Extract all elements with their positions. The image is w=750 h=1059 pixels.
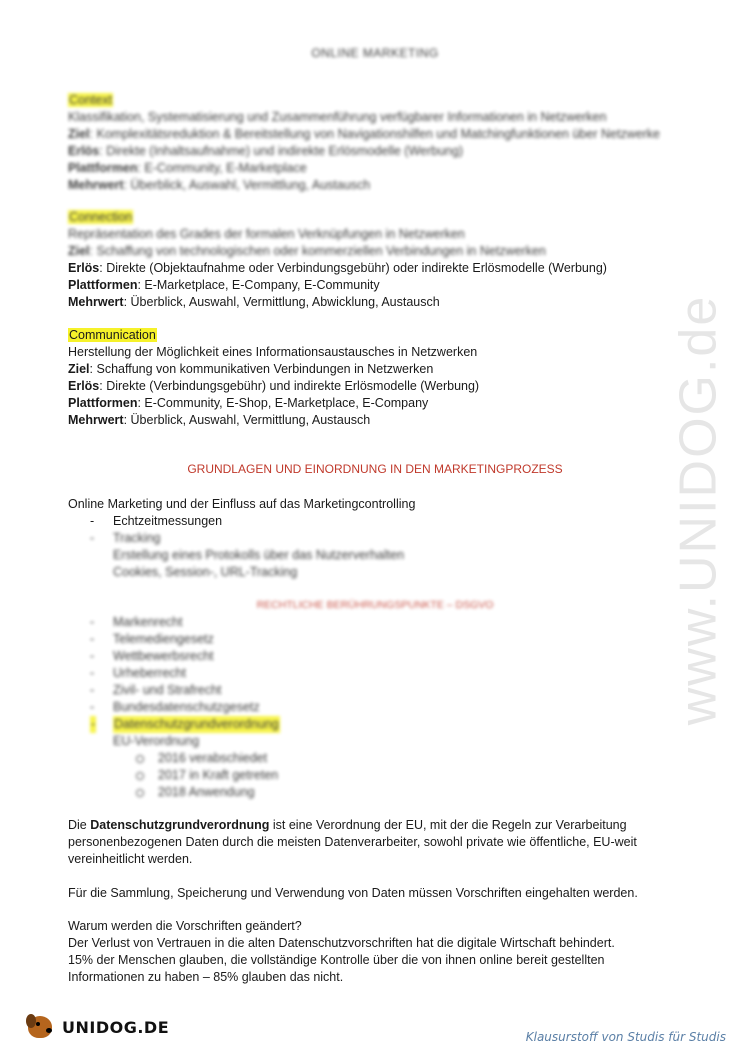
connection-plattformen: Plattformen: E-Marketplace, E-Company, E-Community <box>68 278 380 292</box>
list-subitem: 2017 in Kraft getreten <box>68 767 688 784</box>
list-item-highlighted: - Datenschutzgrundverordnung <box>91 717 279 731</box>
list-item-label: Tracking <box>113 531 161 545</box>
connection-mehrwert: Mehrwert: Überblick, Auswahl, Vermittlung, Abwicklung, Austausch <box>68 295 440 309</box>
communication-description: Herstellung der Möglichkeit eines Informationsaustausches in Netzwerken <box>68 345 478 359</box>
warum-paragraph: Warum werden die Vorschriften geändert? Der Verlust von Vertrauen in die alten Datenschutzvorschriften hat die digitale Wirtschaft behindert. 15% der Menschen glauben, die vollständige Kontrolle über die von ihnen online bereit gestellten Informationen zu haben – 85% glauben das nicht. <box>68 919 615 984</box>
bullet-dash: - <box>90 514 95 528</box>
list-item: - Wettbewerbsrecht <box>90 649 214 663</box>
list-item: - Bundesdatenschutzgesetz <box>90 700 260 714</box>
communication-heading: Communication <box>69 328 156 342</box>
grundlagen-section <box>68 496 688 581</box>
list-item: - Urheberrecht <box>90 666 186 680</box>
communication-mehrwert: Mehrwert: Überblick, Auswahl, Vermittlung, Austausch <box>68 413 371 427</box>
context-mehrwert: Mehrwert: Überblick, Auswahl, Vermittlung, Austausch <box>68 178 371 192</box>
connection-description: Repräsentation des Grades der formalen Verknüpfungen in Netzwerken <box>68 227 465 241</box>
list-subitem: Erstellung eines Protokolls über das Nutzerverhalten <box>113 548 405 562</box>
communication-plattformen: Plattformen: E-Community, E-Shop, E-Marketplace, E-Company <box>68 396 429 410</box>
circle-bullet-icon <box>136 755 144 763</box>
dog-icon <box>24 1012 58 1042</box>
list-item: - Telemediengesetz <box>90 632 214 646</box>
list-item: - Zivil- und Strafrecht <box>90 683 222 697</box>
context-section <box>68 92 688 194</box>
logo-text: UNIDOG.DE <box>62 1017 170 1037</box>
grundlagen-heading: GRUNDLAGEN UND EINORDNUNG IN DEN MARKETINGPROZESS <box>187 462 563 476</box>
connection-heading: Connection <box>69 210 133 224</box>
list-item: - Tracking <box>90 531 161 545</box>
watermark: www.UNIDOG.de <box>669 294 727 726</box>
list-subitem: 2016 verabschiedet <box>68 750 688 767</box>
page-title: ONLINE MARKETING <box>311 46 439 60</box>
list-subitem: EU-Verordnung <box>113 734 200 748</box>
unidog-logo[interactable] <box>24 1012 169 1042</box>
communication-section <box>68 327 688 429</box>
context-erloes: Erlös: Direkte (Inhaltsaufnahme) und indirekte Erlösmodelle (Werbung) <box>68 144 464 158</box>
grundlagen-intro: Online Marketing und der Einfluss auf das Marketingcontrolling <box>68 497 416 511</box>
rechtlich-heading: RECHTLICHE BERÜHRUNGSPUNKTE – DSGVO <box>256 599 494 611</box>
circle-bullet-icon <box>136 772 144 780</box>
context-heading: Context <box>69 93 113 107</box>
list-subitem: 2018 Anwendung <box>68 784 688 801</box>
footer-tagline: Klausurstoff von Studis für Studis <box>525 1030 726 1044</box>
rechtlich-section <box>68 614 688 801</box>
context-description: Klassifikation, Systematisierung und Zusammenführung verfügbarer Informationen in Netzwerken <box>68 110 607 124</box>
vorschriften-paragraph: Für die Sammlung, Speicherung und Verwendung von Daten müssen Vorschriften eingehalten werden. <box>68 886 638 900</box>
list-item: - Markenrecht <box>90 615 183 629</box>
connection-section <box>68 209 688 311</box>
list-item <box>68 513 688 530</box>
connection-ziel: Ziel: Schaffung von technologischen oder kommerziellen Verbindungen in Netzwerken <box>68 244 546 258</box>
communication-erloes: Erlös: Direkte (Verbindungsgebühr) und indirekte Erlösmodelle (Werbung) <box>68 379 480 393</box>
list-subitem: Cookies, Session-, URL-Tracking <box>113 565 298 579</box>
circle-bullet-icon <box>136 789 144 797</box>
communication-ziel: Ziel: Schaffung von kommunikativen Verbindungen in Netzwerken <box>68 362 434 376</box>
context-plattformen: Plattformen: E-Community, E-Marketplace <box>68 161 307 175</box>
context-ziel: Ziel: Komplexitätsreduktion & Bereitstellung von Navigationshilfen und Matchingfunktionen über Netzwerke <box>68 127 661 141</box>
list-item-label: Echtzeitmessungen <box>113 514 223 528</box>
dsgvo-paragraph: Die Datenschutzgrundverordnung ist eine Verordnung der EU, mit der die Regeln zur Verarbeitung personenbezogenen Daten durch die meisten Datenverarbeiter, sowohl private wie öffentliche, EU-weit vereinheitlicht werden. <box>68 818 637 866</box>
connection-erloes: Erlös: Direkte (Objektaufnahme oder Verbindungsgebühr) oder indirekte Erlösmodelle (Werbung) <box>68 261 607 275</box>
